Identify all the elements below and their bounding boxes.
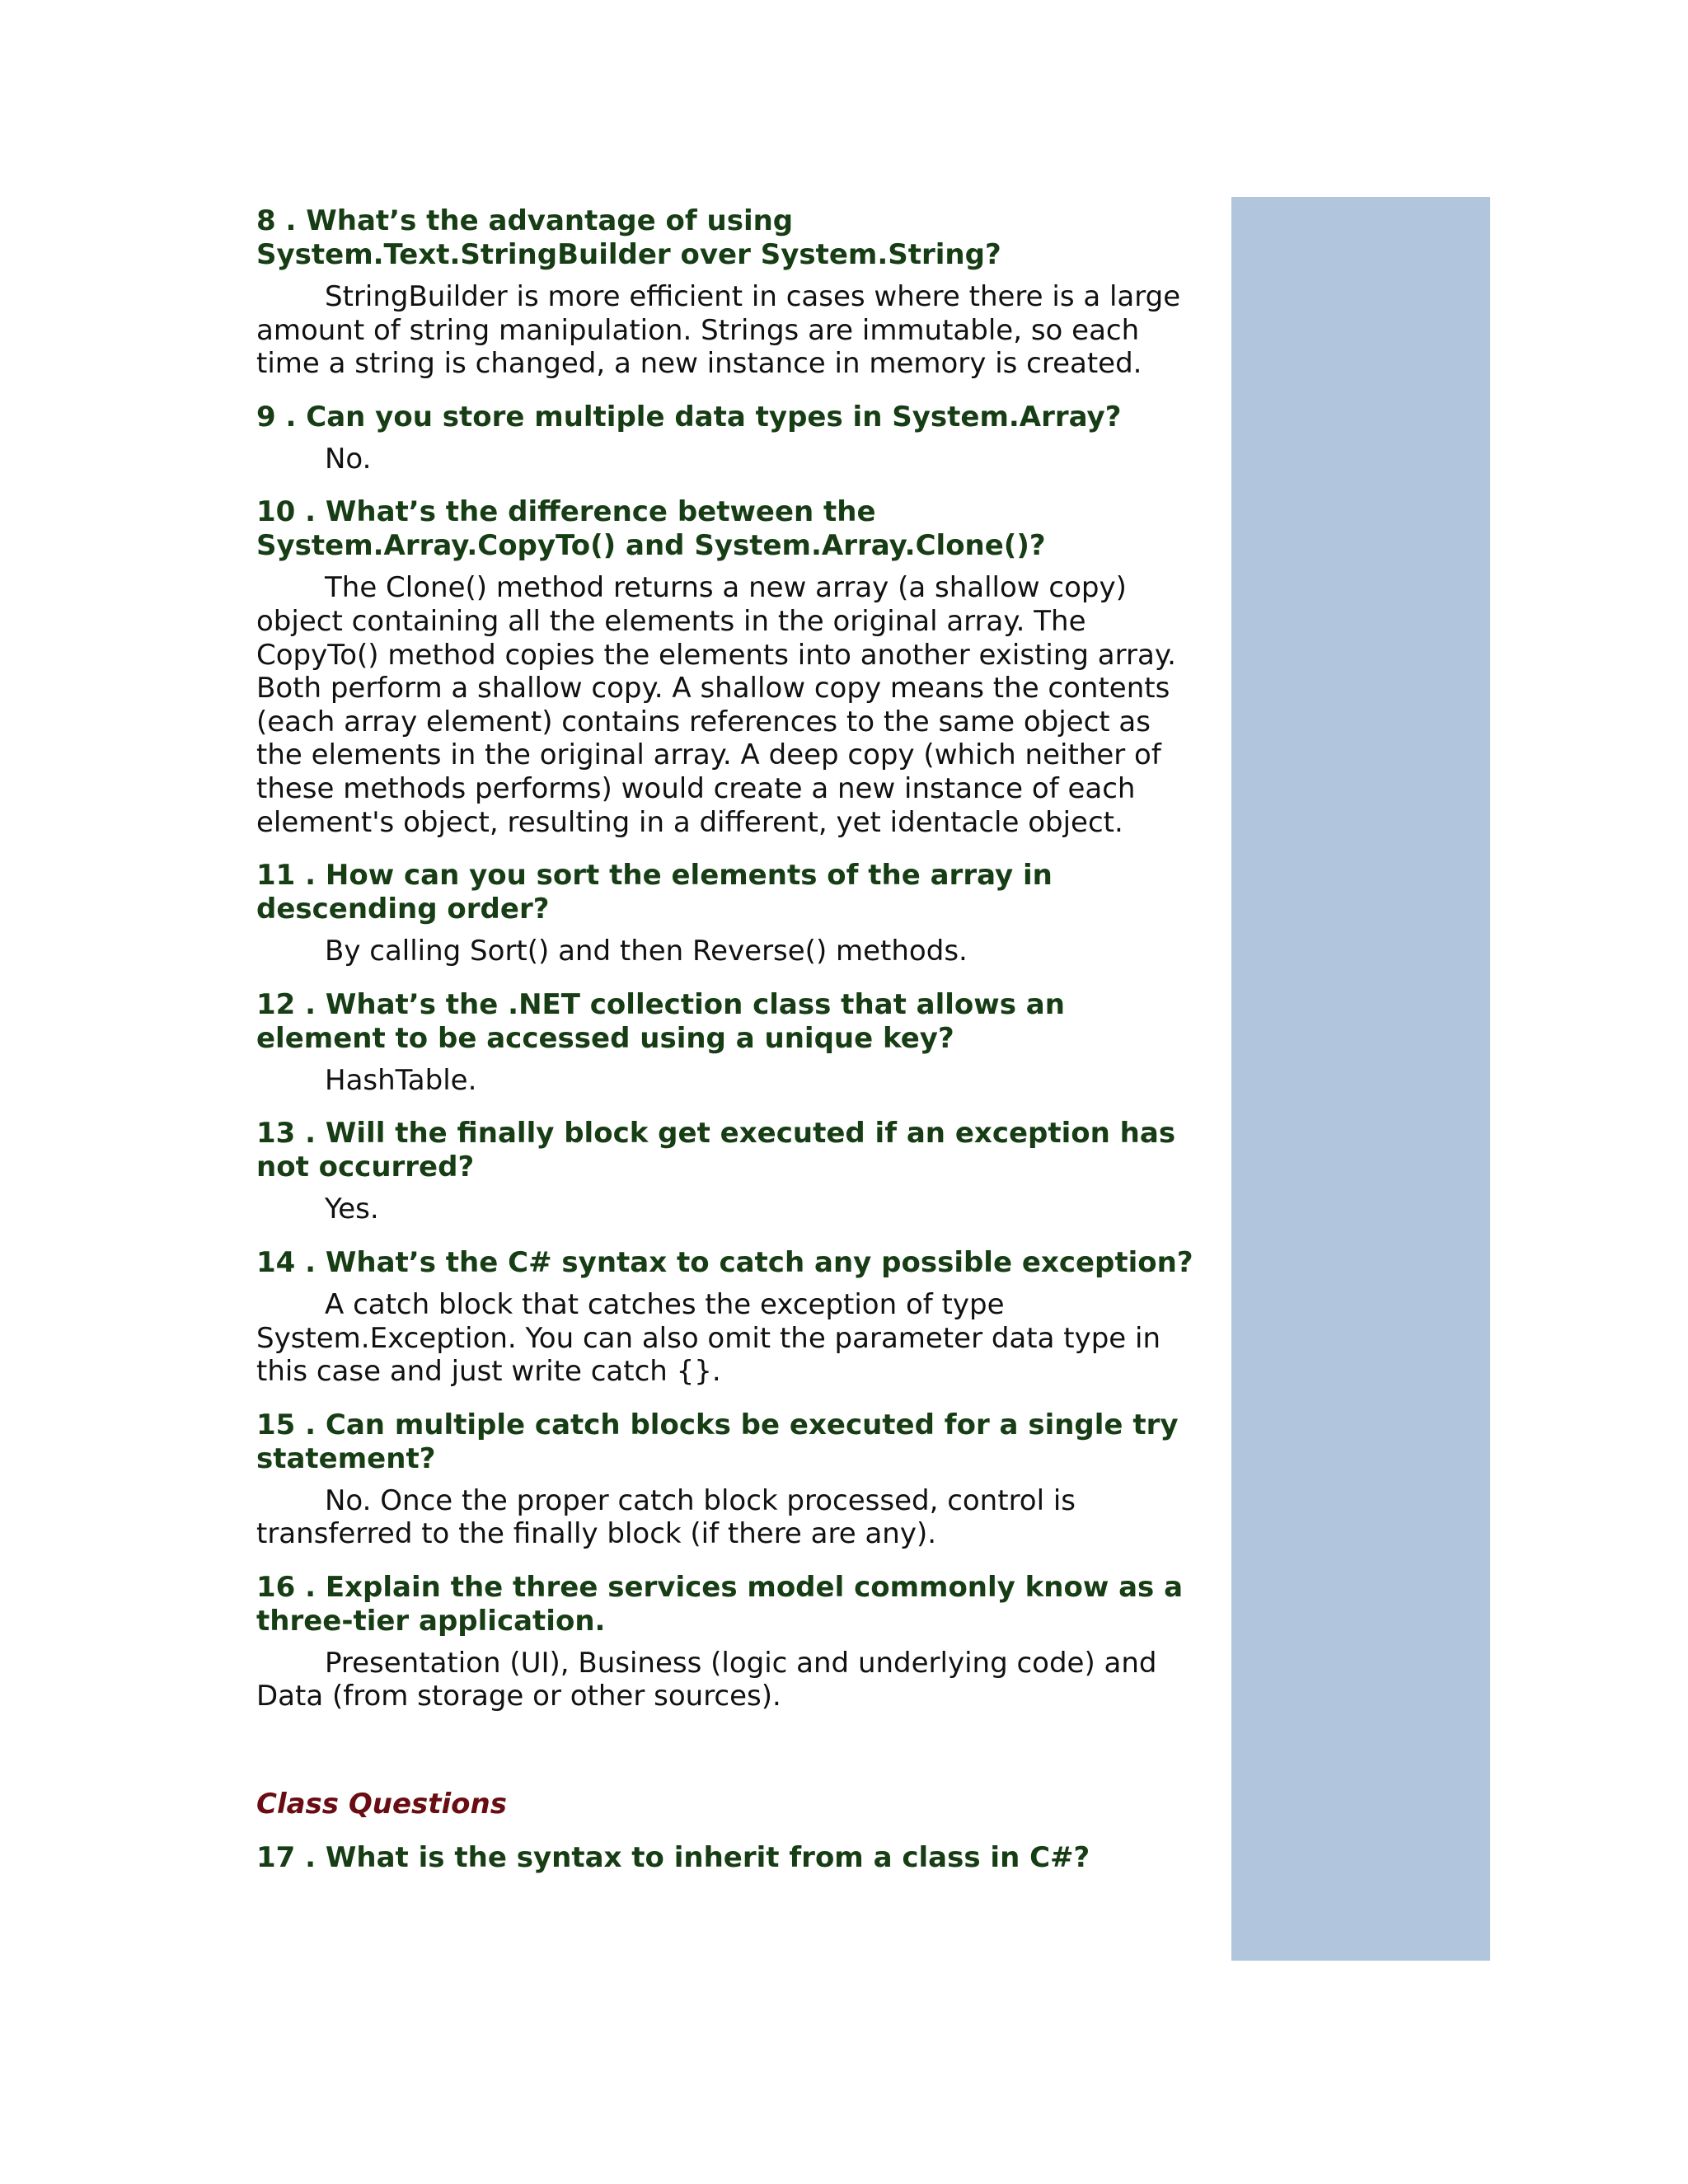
question-heading: 11 . How can you sort the elements of the array in descending order? xyxy=(256,859,1053,926)
answer-text: No. Once the proper catch block processed, control is transferred to the finally block (if there are any). xyxy=(256,1483,1076,1551)
question-heading: 13 . Will the finally block get executed if an exception has not occurred? xyxy=(256,1117,1176,1184)
answer-text: StringBuilder is more efficient in cases where there is a large amount of string manipulation. Strings are immutable, so each time a string is changed, a new instance in memory is created. xyxy=(256,280,1181,381)
qa-item xyxy=(256,204,1200,381)
question-heading: 17 . What is the syntax to inherit from a class in C#? xyxy=(256,1841,1090,1875)
section-title: Class Questions xyxy=(256,1788,507,1821)
question-heading: 9 . Can you store multiple data types in System.Array? xyxy=(256,400,1122,434)
answer-text: A catch block that catches the exception of type System.Exception. You can also omit the parameter data type in this case and just write catch {}. xyxy=(256,1287,1160,1389)
qa-item xyxy=(256,1117,1200,1226)
question-heading: 12 . What’s the .NET collection class that allows an element to be accessed using a unique key? xyxy=(256,987,1065,1055)
qa-item xyxy=(256,1571,1200,1713)
question-heading: 10 . What’s the difference between the System.Array.CopyTo() and System.Array.Clone()? xyxy=(256,495,1046,563)
qa-item xyxy=(256,859,1200,968)
answer-text: Presentation (UI), Business (logic and underlying code) and Data (from storage or other sources). xyxy=(256,1646,1157,1713)
answer-text: By calling Sort() and then Reverse() methods. xyxy=(325,935,968,968)
question-heading: 16 . Explain the three services model commonly know as a three-tier application. xyxy=(256,1570,1184,1638)
answer-text: HashTable. xyxy=(325,1063,477,1097)
answer-text: Yes. xyxy=(325,1193,379,1226)
question-heading: 15 . Can multiple catch blocks be executed for a single try statement? xyxy=(256,1408,1179,1475)
qa-item xyxy=(256,495,1200,839)
qa-item xyxy=(256,401,1200,476)
qa-item xyxy=(256,988,1200,1098)
sidebar-panel xyxy=(1231,197,1490,1961)
qa-item xyxy=(256,1246,1200,1389)
content-column xyxy=(256,204,1200,1883)
answer-text: No. xyxy=(325,442,372,476)
qa-item xyxy=(256,1408,1200,1551)
question-heading: 8 . What’s the advantage of using System.Text.StringBuilder over System.String? xyxy=(256,204,1001,271)
question-heading: 14 . What’s the C# syntax to catch any possible exception? xyxy=(256,1245,1193,1279)
answer-text: The Clone() method returns a new array (a shallow copy) object containing all the elements in the original array. The CopyTo() method copies the elements into another existing array. Both perform a shallow copy. A shallow copy means the contents (each array element) contains references to the same object as the elements in the original array. A deep copy (which neither of these methods performs) would create a new instance of each element's object, resulting in a different, yet identacle object. xyxy=(256,571,1176,839)
